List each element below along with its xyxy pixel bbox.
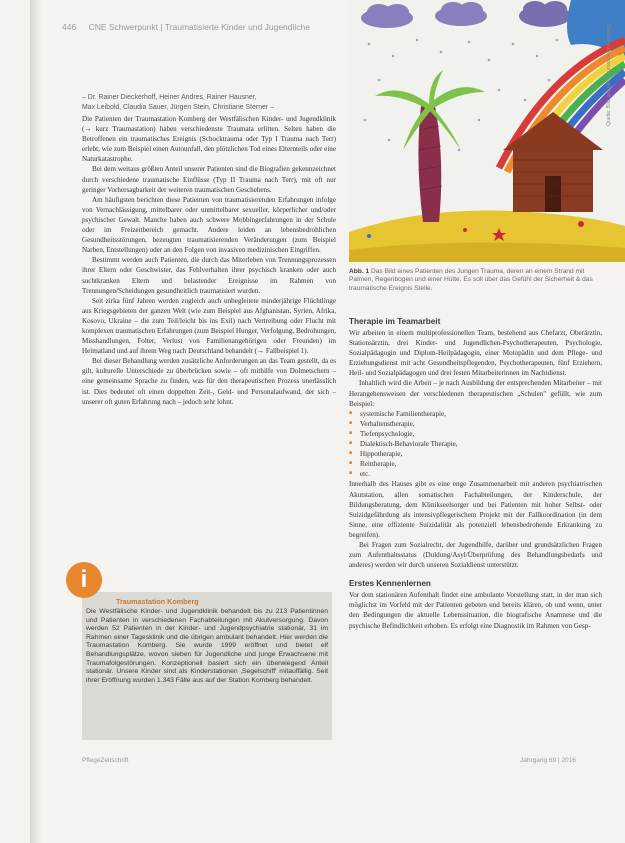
paragraph: Bei Fragen zum Sozialrecht, der Jugendhilfe, darüber und grundsätzlichen Fragen zum Aufenthaltsstatus (Duldung/Asyl/Überprüfung des Behandlungsbedarfs und anderes) werden wir durch unseren Sozialdienst unterstützt.: [349, 540, 602, 570]
section-heading: Therapie im Teamarbeit: [349, 317, 441, 326]
list-item: ■ Reittherapie,: [349, 459, 602, 469]
paragraph: Vor dem stationären Aufenthalt findet eine ambulante Vorstellung statt, in der man sich möglichst im Vorfeld mit der Patienten gebeten und bereits klären, ob und wenn, unter den Bedingungen die aktuelle Lebenssituation, die biografische Anamnese und die psychische Befindlichkeit erhoben. Es erfolgt eine Diagnostik im Rahmen von Gesp-: [349, 591, 602, 630]
figure-caption: [349, 268, 601, 293]
flower-icon: [578, 221, 584, 227]
list-item: ■ Dialektisch-Behaviorale Therapie,: [349, 439, 602, 449]
list-item: ■ Tiefenpsychologie,: [349, 429, 602, 439]
footer-left: PflegeZeitschrift: [82, 757, 129, 764]
paragraph: Bei dem weitaus größten Anteil unserer Patienten sind die Biografien gekennzeichnet durch verschiedene traumatische Einflüsse (Typ II Trauma nach Terr), mit oft nur geringer Vorhersagbarkeit der weiteren traumatischen Geschehens.: [82, 165, 336, 194]
binding-shadow: [30, 0, 42, 843]
info-box: [80, 566, 332, 740]
author-line-1: – Dr. Rainer Dieckerhoff, Heiner Andres, Rainer Hausner,: [82, 94, 257, 101]
paragraph: Innerhalb des Hauses gibt es eine enge Zusammenarbeit mit anderen psychiatrischen Akutstation, allen somatischen Fachabteilungen, der Kinderschule, der Bildungsberatung, dem Klinikseelsorger und bei Patienten mit hoher Selbst- oder Suizidgefährdung als intensivpflegerischem Projekt mit der Fallkoordination (in dem Sinne, eine effiziente Suizidalität als potenziell lebensbedrohende Erkrankung zu begreifen).: [349, 480, 602, 539]
author-line-2: Max Leibold, Claudia Sauer, Jürgen Stein, Christiane Sterner –: [82, 104, 274, 111]
left-column: [82, 93, 336, 407]
therapy-list: [349, 409, 602, 480]
running-title: CNE Schwerpunkt | Traumatisierte Kinder und Jugendliche: [88, 22, 310, 32]
drawing-illustration: [349, 0, 625, 262]
paragraph: Inhaltlich wird die Arbeit – je nach Ausbildung der entsprechenden Mitarbeiter – mit Herangehensweisen der verschiedenen therapeutischen „Schulen" gefüllt, wie zum Beispiel:: [349, 379, 602, 408]
list-item: ■ systemische Familientherapie,: [349, 409, 602, 419]
paragraph: Bei dieser Behandlung werden zusätzliche Anforderungen an das Team gestellt, da es gilt, kulturelle Unterschiede zu überbrücken sowie – oft mithilfe von Dolmetschern – eine gemeinsame Sprache zu finden, was für den therapeutischen Prozess unerlässlich ist. Dies bedeutet oft einen doppelten Zeit-, Geld- und Personalaufwand, der sich – unserer oft guten Erfahrung nach – jedoch sehr lohnt.: [82, 357, 336, 406]
paragraph: Seit zirka fünf Jahren werden zugleich auch unbegleitete minderjährige Flüchtlinge aus Kriegsgebieten der ganzen Welt (wie zum Beispiel aus Afghanistan, Syrien, Afrika, Kosovo, Ukraine – die zum Teil/leicht bis ins Exil) nach Vertreibung oder Flucht mit komplexen traumatischen Erfahrungen (zum Beispiel Hunger, Verfolgung, Bedrohungen, Misshandlungen, Folter, Verlust von Familienangehörigen oder Freunden) im Heimatland und auf ihrem Weg nach Deutschland behandelt (→ Fallbeispiel 1).: [82, 296, 336, 356]
footer-right: Jahrgang 69 | 2016: [520, 757, 576, 764]
list-item: ■ Verhaltenstherapie,: [349, 419, 602, 429]
running-header: [62, 22, 310, 32]
figure-credit: Quelle: Bild aus der Traumastation Komberg: [606, 23, 612, 126]
right-column: [349, 316, 602, 631]
caption-label: Abb. 1: [349, 268, 370, 275]
info-icon: i: [66, 562, 102, 598]
list-item: ■ etc.: [349, 469, 602, 479]
author-line: [82, 93, 336, 113]
paragraph: Am häufigsten berichten diese Patienten von traumatisierenden Erfahrungen infolge von Vernachlässigung, mittelbarer oder unmittelbarer sexueller, körperlicher und/oder psychischer Gewalt. Manche haben auch schwere Mobbingerfahrungen in der Schule oder im Freizeitbereich gemacht. Andere leiden an lebensbedrohlichen Gesundheitsstörungen, bezeugten traumatisierenden Veränderungen (zum Beispiel Narben, Entstellungen) oder an den Folgen von invasiven medizinischen Eingriffen.: [82, 195, 336, 255]
caption-text: Das Bild eines Patienten des Jungen Trauma, deren an einem Strand mit Palmen, Regenbogen und einer Hütte. Es soll über das Gefühl der Sicherheit & das traumatische Ereignis Stelle.: [349, 268, 593, 292]
info-box-text: Die Westfälische Kinder- und Jugendklinik behandelt bis zu 213 Patientinnen und Patienten in verschiedenen Fachabteilungen mit Akutversorgung. Davon werden 52 Patienten in der Kinder- und Jugendpsychiatrie stationär, 31 im Rahmen einer Tagesklinik und die übrigen ambulant behandelt. Hier werden die Traumastation Komberg. Sie wurde 1999 eröffnet und bietet elf Behandlungsplätze, wovon sieben für Jugendliche und junge Erwachsene mit Traumafolgestörungen. Konzeptionell basiert sich ein überwiegend Anteil stationär. Unsere Kinder sind als Kinderstationen ‚Segelschiff' mitauffällig. Seit ihrer Eröffnung wurden 1.343 Fälle aus auf der Station Komberg behandelt.: [86, 608, 328, 684]
list-item: ■ Hippotherapie,: [349, 449, 602, 459]
page-number: 446: [62, 22, 77, 32]
child-drawing-figure: [349, 0, 625, 262]
section-heading: Erstes Kennenlernen: [349, 579, 431, 589]
paragraph: Wir arbeiten in einem multiprofessionellen Team, bestehend aus Chefarzt, Oberärztin, Stationsärztin, drei Kinder- und Jugendlichen-Psychotherapeuten, Psychologie, Sozialpädagogin und Diplom-Heilpädagogin, einer Motopädin und dem Pflege- und Erziehungsdienst mit acht Gesundheitspflegenden, Psychotherapeuten, fünf Erziehern, Heil- und Sozialpädagogen und drei festen Mitarbeiterinnen im Nachtdienst.: [349, 329, 602, 378]
cloud-icon: [519, 1, 571, 27]
paragraph: Bestimmt werden auch Patienten, die durch das Miterleben von Trennungsprozessen ihrer Eltern oder Geschwister, das Fehlverhalten ihrer psychisch kranken oder auch suchtkranken Eltern und belastender Ereignisse im Rahmen von Trennungen/Scheidungen gesundheitlich traumatisiert wurden.: [82, 256, 336, 295]
paragraph: Die Patienten der Traumastation Komberg der Westfälischen Kinder- und Jugendklinik (→ kurz Traumastation) haben verschiedenste Traumata erlitten. Selten haben die Betroffenen ein traumatisches Ereignis (Schocktrauma oder Typ I Trauma nach Terr) erlebt, wie zum Beispiel einen Autounfall, den plötzlichen Tod eines Elternteils oder eine Naturkatastrophe.: [82, 115, 336, 164]
info-box-title: Traumastation Komberg: [116, 597, 199, 606]
